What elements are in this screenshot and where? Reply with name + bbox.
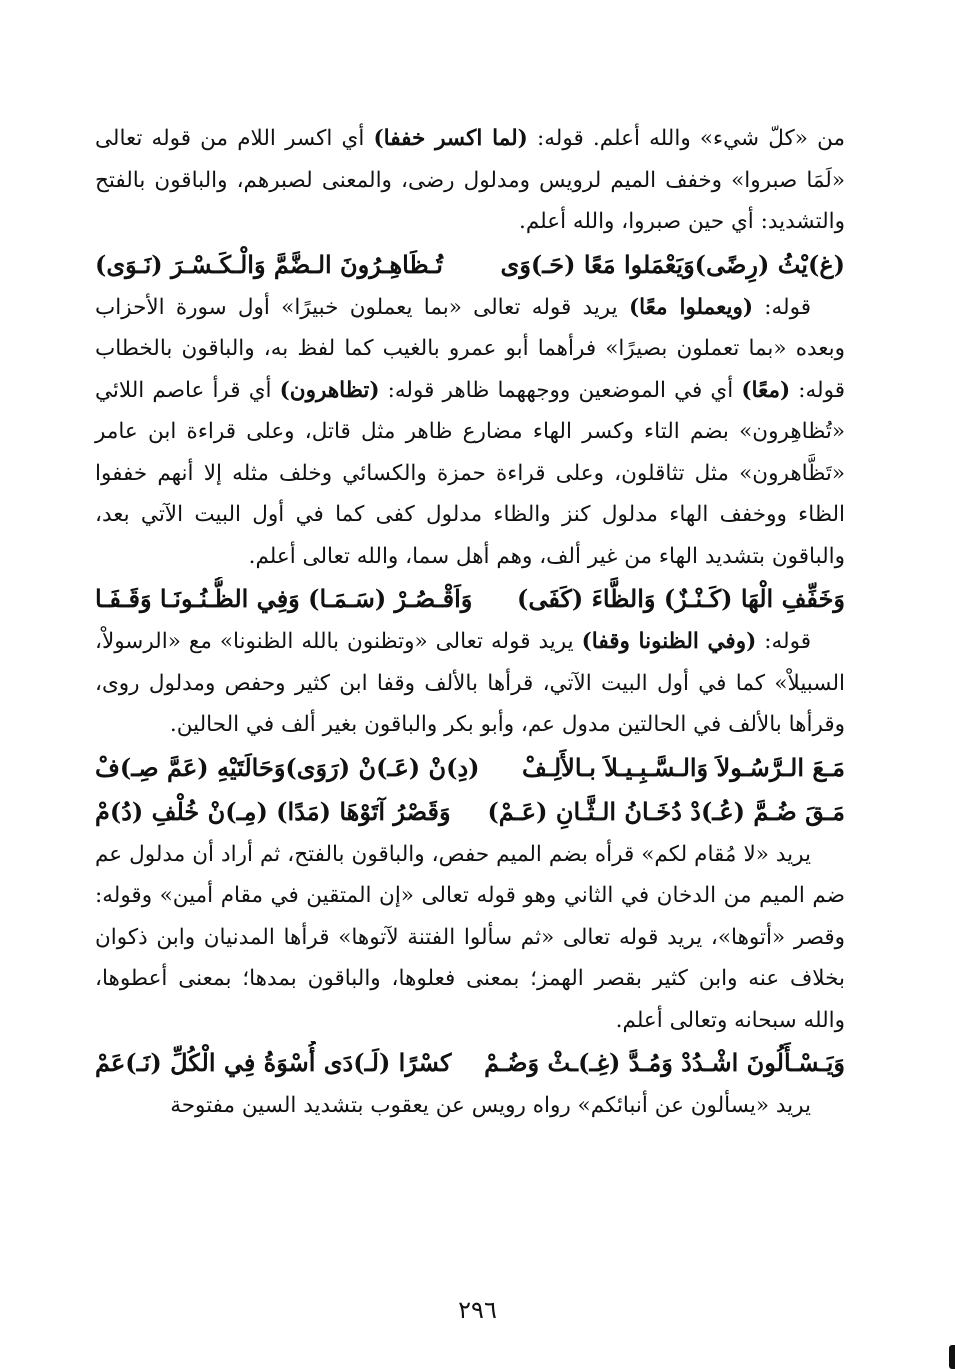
poem-verse-2 xyxy=(95,577,845,621)
edge-mark xyxy=(949,1345,955,1369)
bold-term: (تظاهرون) xyxy=(279,377,380,403)
verse-first-hemistich: وَيَـسْـأَلُونَ اشْـدُدْ وَمُـدَّ (غِـ)ـثْ وَضُـمْ xyxy=(484,1048,845,1077)
verse-first-hemistich: (غ)يْثُ (رِضًى)وَيَعْمَلوا مَعًا (حَـ)وَى xyxy=(500,249,845,279)
text-run: يريد قوله تعالى «بما يعملون خبيرًا» أول سورة الأحزاب وبعده «بما تعملون بصيرًا» فرأهما أبو عمرو بالغيب كما لفظ به، والباقون بالخطاب قوله: xyxy=(95,294,845,403)
poem-verse-1 xyxy=(95,243,845,287)
page-text xyxy=(95,118,845,1127)
text-run: قوله: xyxy=(753,294,811,320)
paragraph-2 xyxy=(95,287,845,578)
paragraph-1 xyxy=(95,118,845,243)
bold-term: (وفي الظنونا وقفا) xyxy=(581,629,757,654)
text-run: يريد قوله تعالى «وتظنون بالله الظنونا» مع «الرسولاْ، السبيلاْ» كما في أول البيت الآتي، قرأها بالألف وقفا ابن كثير وحفص ومدلول روى، وقرأها بالألف في الحالتين مدول عم، وأبو بكر والباقون بغير ألف في الحالين. xyxy=(95,629,845,737)
verse-second-hemistich: وَقَصْرُ آتَوْهَا (مَدًا) (مِـ)نْ خُلْفِ (دُ)مْ xyxy=(95,796,451,826)
bold-term: (معًا) xyxy=(741,377,791,403)
page-number: ٢٩٦ xyxy=(458,1296,497,1324)
verse-first-hemistich: وَخَفِّفِ الْهَا (كَـنْـزٌ) وَالظَّاءَ (كَفَى) xyxy=(516,584,845,613)
poem-verse-4 xyxy=(95,790,845,834)
paragraph-3 xyxy=(95,621,845,746)
text-run: من «كلّ شيء» والله أعلم. قوله: xyxy=(527,126,845,151)
verse-second-hemistich: (دِ)نْ (عَـ)نْ (رَوَى)وَحَالَتَيْهِ (عَمَّ صِـ)فْ xyxy=(95,752,480,782)
verse-second-hemistich: كسْرًا (لَـ)دَى أُسْوَةُ فِي الْكُلِّ (نَـ)عَمْ xyxy=(95,1048,452,1077)
text-run: يريد «لا مُقام لكم» قرأه بضم الميم حفص، والباقون بالفتح، ثم أراد أن مدلول عم ضم الميم من الدخان في الثاني وهو قوله تعالى «إن المتقين في مقام أمين» وقوله: وقصر «أتوها»، يريد قوله تعالى «ثم سألوا الفتنة لآتوها» قرأها المدنيان وابن ذكوان بخلاف عنه وابن كثير بقصر الهمز؛ بمعنى فعلوها، والباقون بمدها؛ بمعنى أعطوها، والله سبحانه وتعالى أعلم. xyxy=(95,841,845,1033)
verse-first-hemistich: مَـعَ الـرَّسُـولاَ وَالـسَّـبِـيـلاَ بـالأَلِـفْ xyxy=(521,752,845,782)
bold-term: (ويعملوا معًا) xyxy=(628,294,754,320)
text-run: أي اكسر اللام من قوله تعالى «لَمَا صبروا» وخفف الميم لرويس ومدلول رضى، والمعنى لصبرهم، والباقون بالفتح والتشديد: أي حين صبروا، والله أعلم. xyxy=(95,126,845,234)
verse-first-hemistich: مَـقَ ضُـمَّ (عُـ)دْ دُخَـانُ الـثَّـانِ (عَـمْ) xyxy=(487,796,845,826)
paragraph-5 xyxy=(95,1085,845,1127)
text-run: أي في الموضعين ووجههما ظاهر قوله: xyxy=(379,377,742,403)
text-run: أي قرأ عاصم اللائي «تُظاهِرون» بضم التاء وكسر الهاء مضارع ظاهر مثل قاتل، وعلى قراءة ابن عامر «تَظَّاهرون» مثل تثاقلون، وعلى قراءة حمزة والكسائي وخلف مثله إلا أنهم خففوا الظاء ووخفف الهاء مدلول كنز والظاء مدلول كفى كما في أول البيت الآتي بعد، والباقون بتشديد الهاء من غير ألف، وهم أهل سما، والله تعالى أعلم. xyxy=(95,377,845,569)
verse-second-hemistich: وَاَقْـصُـرْ (سَـمَـا) وَفِي الظُّـنُـونَـا وَقَـفَـا xyxy=(95,584,473,613)
verse-second-hemistich: تُـظَاهِـرُونَ الـضَّمَّ وَالْـكَـسْـرَ (نَـوَى) xyxy=(95,249,443,279)
text-run: يريد «يسألون عن أنبائكم» رواه رويس عن يعقوب بتشديد السين مفتوحة xyxy=(170,1093,811,1118)
bold-term: (لما اكسر خففا) xyxy=(373,126,528,151)
poem-verse-3 xyxy=(95,746,845,790)
poem-verse-5 xyxy=(95,1041,845,1085)
paragraph-4 xyxy=(95,834,845,1042)
text-run: قوله: xyxy=(756,629,811,654)
